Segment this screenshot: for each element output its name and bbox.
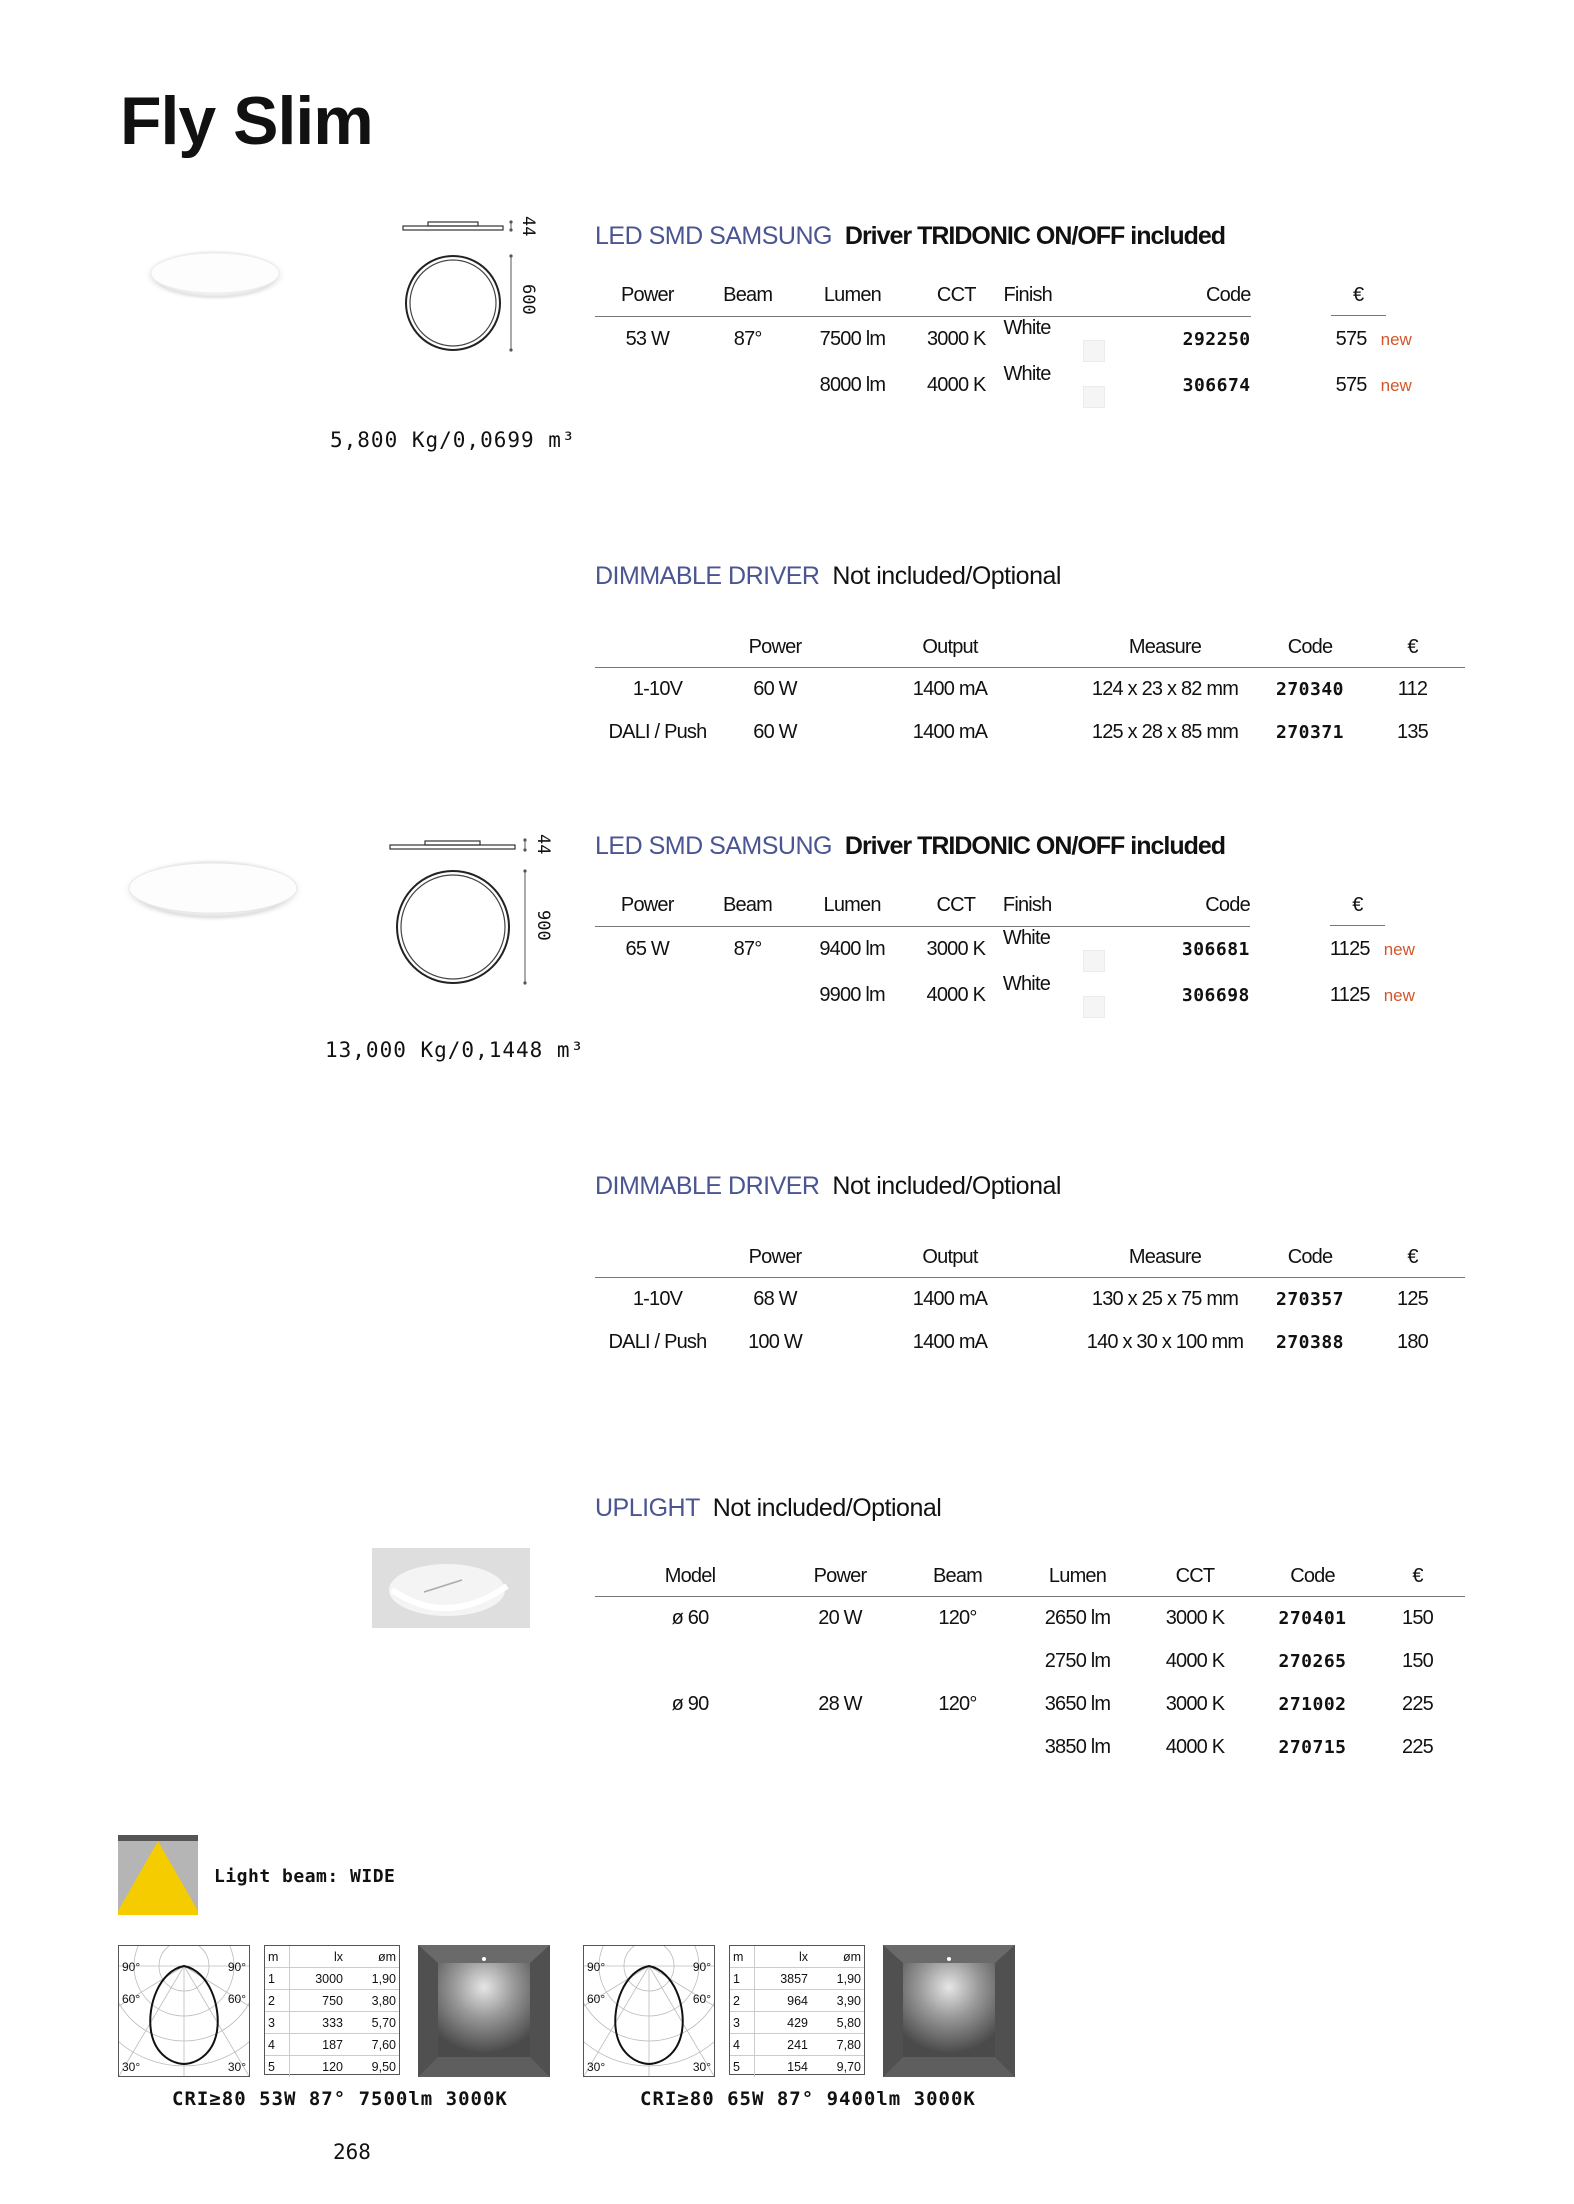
section-header-led: [595, 222, 1225, 251]
cell-cct: 3000 K: [926, 938, 986, 960]
cell-beam: 120°: [938, 1607, 977, 1629]
new-badge: new: [1383, 939, 1415, 959]
col-header: Lumen: [1020, 1556, 1135, 1597]
product-photo-900: [118, 855, 308, 925]
cell-beam: [895, 1726, 1020, 1769]
table-row: 3 429 5,80: [730, 2012, 864, 2034]
cell-power: 20 W: [818, 1607, 862, 1629]
cell-lumen: 2650 lm: [1044, 1607, 1111, 1629]
cell-model: ø 60: [671, 1607, 709, 1629]
cell-beam: 87°: [733, 938, 762, 960]
angle-label: 30°: [227, 2060, 246, 2074]
dimension-height: 44: [533, 834, 553, 855]
col-header: [595, 1237, 720, 1278]
cell-price: 1125 new: [1329, 984, 1415, 1006]
cell-measure: 130 x 25 x 75 mm: [1091, 1288, 1239, 1310]
cell-power: 28 W: [818, 1693, 862, 1715]
spec-table-900: [595, 885, 1465, 1019]
cell-lumen: 7500 lm: [819, 328, 886, 350]
cell-code: 270340: [1275, 679, 1345, 700]
cell-lumen: 3650 lm: [1044, 1693, 1111, 1715]
table-header: lx: [798, 1949, 808, 1964]
header-accent: LED SMD SAMSUNG: [595, 222, 832, 250]
cell-model: [595, 1640, 785, 1683]
cell-code: 270371: [1275, 722, 1345, 743]
cell-price: 150: [1402, 1650, 1433, 1672]
col-header: Measure: [1070, 627, 1260, 668]
cell-finish: White: [1003, 316, 1111, 363]
cell-power: 100 W: [748, 1331, 802, 1353]
col-header: [595, 627, 720, 668]
cell-code: 306698: [1181, 985, 1250, 1006]
col-header: Power: [595, 275, 700, 316]
cell-beam: 87°: [733, 328, 762, 350]
table-row: 4 241 7,80: [730, 2034, 864, 2056]
table-header: m: [730, 1946, 755, 1968]
cell-measure: 124 x 23 x 82 mm: [1091, 678, 1239, 700]
table-row: [595, 973, 1465, 1019]
new-badge: new: [1383, 986, 1415, 1005]
table-row: 2 964 3,90: [730, 1990, 864, 2012]
table-row: 5 120 9,50: [265, 2056, 399, 2078]
driver-table-900: [595, 1237, 1465, 1364]
drawing-600: [398, 212, 548, 372]
table-row: [595, 316, 1465, 363]
table-row: [595, 1683, 1465, 1726]
header-bold: Driver TRIDONIC ON/OFF included: [844, 222, 1226, 250]
cell-finish: White: [1003, 973, 1111, 1019]
cell-beam: [700, 363, 796, 409]
cell-lumen: 3850 lm: [1044, 1736, 1111, 1758]
table-row: 5 154 9,70: [730, 2056, 864, 2078]
angle-label: 90°: [692, 1960, 711, 1974]
table-row: 3 333 5,70: [265, 2012, 399, 2034]
dimension-height: 44: [518, 216, 538, 237]
table-row: 1 3000 1,90: [265, 1968, 399, 1990]
weight-volume: 5,800 Kg/0,0699 m³: [330, 428, 576, 452]
cell-finish: White: [1003, 363, 1111, 409]
col-header: CCT: [1135, 1556, 1255, 1597]
cell-price: 1125 new: [1329, 937, 1415, 960]
table-row: [595, 1726, 1465, 1769]
header-accent: DIMMABLE DRIVER: [595, 562, 820, 590]
polar-diagram: [118, 1945, 250, 2077]
cell-lumen: 2750 lm: [1044, 1650, 1111, 1672]
angle-label: 30°: [122, 2060, 141, 2074]
table-header: lx: [333, 1949, 343, 1964]
header-accent: DIMMABLE DRIVER: [595, 1172, 820, 1200]
col-header: CCT: [909, 275, 1003, 316]
cell-cct: 4000 K: [926, 374, 986, 396]
cell-code: 270388: [1275, 1332, 1345, 1353]
cell-type: 1-10V: [632, 1288, 683, 1310]
cell-cct: 4000 K: [1165, 1650, 1225, 1672]
col-header: Power: [720, 1237, 830, 1278]
cell-code: 270265: [1278, 1651, 1347, 1672]
cell-power: 68 W: [753, 1288, 797, 1310]
new-badge: new: [1380, 329, 1412, 349]
cell-code: 306674: [1182, 375, 1251, 396]
angle-label: 60°: [587, 1992, 606, 2006]
section-header-driver: [595, 1172, 1061, 1201]
cell-model: ø 90: [671, 1693, 709, 1715]
col-header: Code: [1260, 627, 1360, 668]
col-header: €: [1360, 627, 1465, 668]
light-beam-icon: [118, 1835, 198, 1915]
angle-label: 60°: [122, 1992, 141, 2006]
cell-code: 270715: [1278, 1737, 1347, 1758]
cell-lumen: 8000 lm: [819, 374, 886, 396]
cell-type: 1-10V: [632, 678, 683, 700]
table-header: øm: [377, 1949, 396, 1964]
section-header-led: [595, 832, 1225, 861]
table-row: [595, 668, 1465, 712]
section-header-uplight: [595, 1494, 941, 1523]
table-header: m: [265, 1946, 290, 1968]
header-bold: Driver TRIDONIC ON/OFF included: [844, 832, 1226, 860]
cell-price: 225: [1402, 1736, 1433, 1758]
cell-beam: 120°: [938, 1693, 977, 1715]
page-number: 268: [333, 2140, 371, 2164]
col-header: Finish: [1003, 885, 1111, 926]
cell-output: 1400 mA: [912, 1288, 988, 1310]
header-accent: UPLIGHT: [595, 1494, 700, 1522]
cell-price: 575 new: [1335, 327, 1412, 350]
angle-label: 30°: [692, 2060, 711, 2074]
cell-power: 53 W: [625, 328, 670, 350]
cell-price: 125: [1397, 1288, 1428, 1310]
finish-swatch: [1083, 996, 1105, 1018]
cell-lumen: 9400 lm: [819, 938, 885, 960]
cell-measure: 140 x 30 x 100 mm: [1086, 1331, 1244, 1353]
col-header: Beam: [895, 1556, 1020, 1597]
table-row: [595, 926, 1465, 973]
angle-label: 30°: [587, 2060, 606, 2074]
lux-table: [729, 1945, 865, 2075]
cell-finish: White: [1003, 926, 1111, 973]
uplight-photo: [372, 1548, 530, 1628]
cell-model: [595, 1726, 785, 1769]
col-header: Code: [1260, 1237, 1360, 1278]
photometry-caption: CRI≥80 53W 87° 7500lm 3000K: [172, 2088, 508, 2110]
cell-price: 575 new: [1335, 374, 1412, 396]
header-accent: LED SMD SAMSUNG: [595, 832, 832, 860]
col-header: Output: [830, 1237, 1070, 1278]
cell-code: 271002: [1278, 1694, 1347, 1715]
col-header: Code: [1111, 885, 1250, 926]
col-header: Beam: [700, 275, 796, 316]
table-row: [595, 711, 1465, 754]
col-header: Beam: [700, 885, 796, 926]
col-header: Power: [595, 885, 700, 926]
cell-code: 292250: [1182, 329, 1251, 350]
angle-label: 90°: [587, 1960, 606, 1974]
table-row: [595, 1278, 1465, 1322]
spec-table-600: [595, 275, 1465, 409]
room-render: [418, 1945, 550, 2077]
col-header: Code: [1255, 1556, 1370, 1597]
cell-code: 306681: [1181, 939, 1250, 960]
cell-lumen: 9900 lm: [819, 984, 885, 1006]
cell-cct: 3000 K: [926, 328, 986, 350]
dimension-diameter: 600: [518, 284, 538, 315]
product-photo-600: [140, 245, 290, 305]
cell-power: [595, 973, 700, 1019]
page-title: Fly Slim: [120, 83, 373, 159]
room-render: [883, 1945, 1015, 2077]
finish-swatch: [1083, 950, 1105, 972]
col-header: €: [1250, 885, 1465, 926]
cell-output: 1400 mA: [912, 1331, 988, 1353]
cell-price: 225: [1402, 1693, 1433, 1715]
cell-price: 112: [1397, 678, 1428, 700]
cell-cct: 4000 K: [1165, 1736, 1225, 1758]
table-row: 2 750 3,80: [265, 1990, 399, 2012]
cell-cct: 4000 K: [926, 984, 986, 1006]
cell-output: 1400 mA: [912, 678, 988, 700]
new-badge: new: [1380, 376, 1412, 395]
table-row: [595, 1640, 1465, 1683]
table-row: [595, 363, 1465, 409]
driver-table-600: [595, 627, 1465, 754]
header-plain: Not included/Optional: [832, 1172, 1061, 1200]
col-header: Lumen: [795, 885, 908, 926]
finish-swatch: [1083, 386, 1105, 408]
cell-power: [785, 1726, 895, 1769]
cell-price: 180: [1397, 1331, 1428, 1353]
cell-beam: [700, 973, 796, 1019]
table-header: øm: [842, 1949, 861, 1964]
angle-label: 90°: [227, 1960, 246, 1974]
cell-output: 1400 mA: [912, 721, 988, 743]
col-header: Measure: [1070, 1237, 1260, 1278]
cell-beam: [895, 1640, 1020, 1683]
col-header: €: [1370, 1556, 1465, 1597]
weight-volume: 13,000 Kg/0,1448 m³: [325, 1038, 585, 1062]
table-row: [595, 1597, 1465, 1641]
table-row: [595, 1321, 1465, 1364]
col-header: Model: [595, 1556, 785, 1597]
col-header: €: [1360, 1237, 1465, 1278]
table-row: 1 3857 1,90: [730, 1968, 864, 1990]
cell-power: 60 W: [753, 678, 797, 700]
cell-type: DALI / Push: [608, 721, 707, 743]
angle-label: 60°: [227, 1992, 246, 2006]
angle-label: 90°: [122, 1960, 141, 1974]
cell-code: 270401: [1278, 1608, 1347, 1629]
col-header: CCT: [909, 885, 1003, 926]
col-header: Output: [830, 627, 1070, 668]
cell-power: [595, 363, 700, 409]
cell-power: [785, 1640, 895, 1683]
dimension-diameter: 900: [533, 910, 553, 941]
cell-code: 270357: [1275, 1289, 1345, 1310]
polar-diagram: [583, 1945, 715, 2077]
cell-measure: 125 x 28 x 85 mm: [1091, 721, 1239, 743]
col-header: Code: [1112, 275, 1251, 316]
col-header: Lumen: [796, 275, 909, 316]
col-header: Finish: [1003, 275, 1111, 316]
col-header: €: [1251, 275, 1465, 316]
angle-label: 60°: [692, 1992, 711, 2006]
section-header-driver: [595, 562, 1061, 591]
col-header: Power: [720, 627, 830, 668]
uplight-table: [595, 1556, 1465, 1769]
photometry-caption: CRI≥80 65W 87° 9400lm 3000K: [640, 2088, 976, 2110]
cell-type: DALI / Push: [608, 1331, 707, 1353]
table-row: 4 187 7,60: [265, 2034, 399, 2056]
light-beam-label: Light beam: WIDE: [214, 1866, 396, 1887]
cell-price: 135: [1397, 721, 1428, 743]
cell-cct: 3000 K: [1165, 1693, 1225, 1715]
drawing-900: [385, 830, 555, 1010]
header-plain: Not included/Optional: [712, 1494, 942, 1522]
col-header: Power: [785, 1556, 895, 1597]
cell-price: 150: [1402, 1607, 1433, 1629]
finish-swatch: [1083, 340, 1105, 362]
cell-cct: 3000 K: [1165, 1607, 1225, 1629]
lux-table: [264, 1945, 400, 2075]
header-plain: Not included/Optional: [832, 562, 1061, 590]
cell-power: 60 W: [753, 721, 797, 743]
cell-power: 65 W: [625, 938, 669, 960]
